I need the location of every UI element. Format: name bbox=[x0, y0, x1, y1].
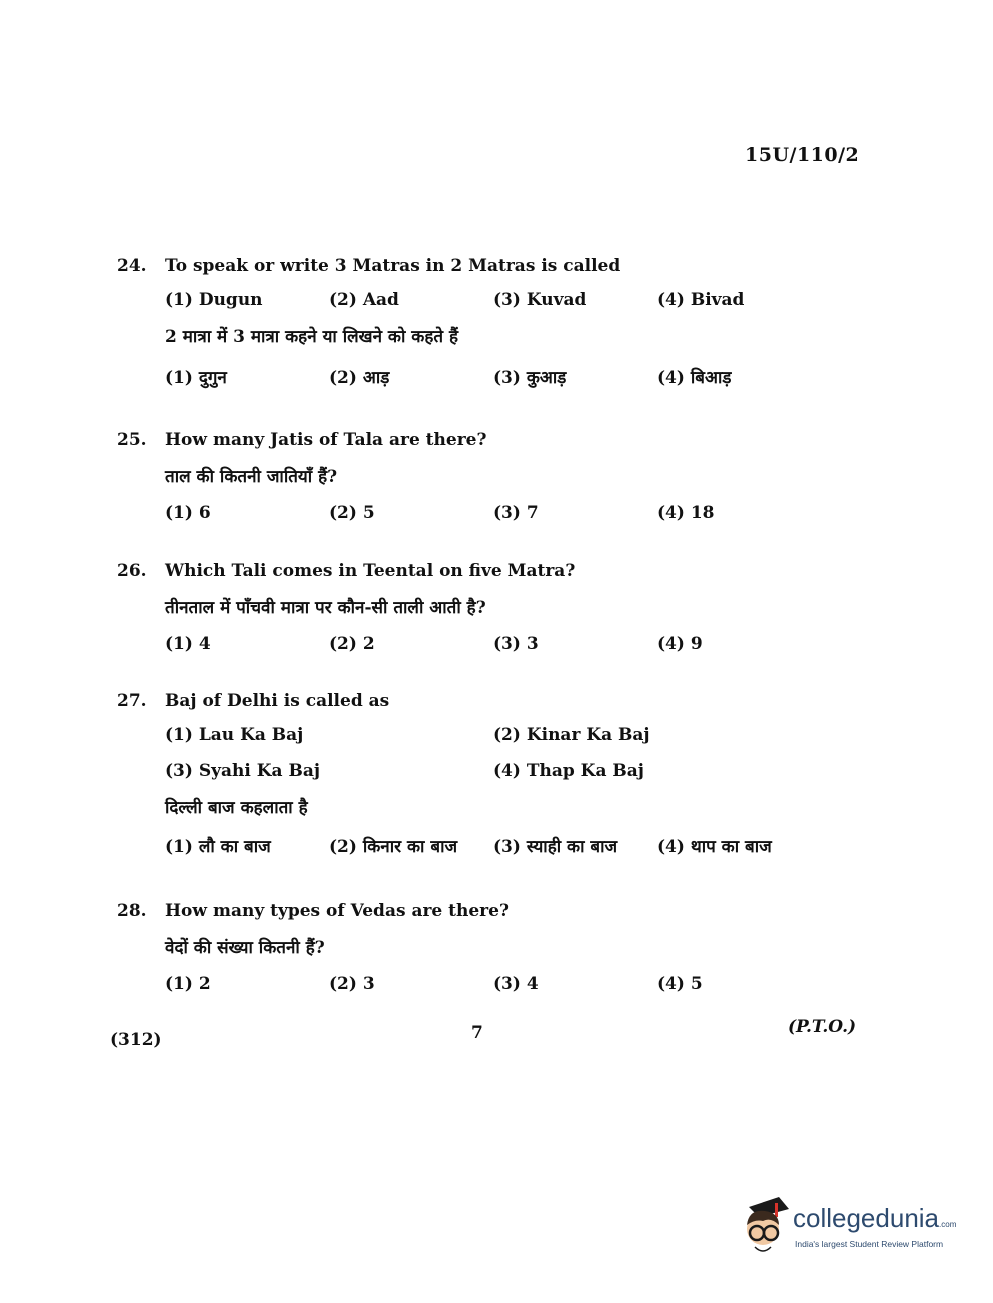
collegedunia-logo bbox=[735, 1195, 965, 1265]
question-24 bbox=[117, 256, 877, 388]
question-number: 28. bbox=[117, 901, 147, 921]
question-text-hindi: 2 मात्रा में 3 मात्रा कहने या लिखने को कहते हैं bbox=[165, 327, 459, 347]
question-text-hindi: वेदों की संख्या कितनी हैं? bbox=[165, 938, 325, 958]
option-2: (2) 5 bbox=[329, 503, 375, 523]
option-list bbox=[165, 974, 877, 994]
mascot-icon bbox=[735, 1195, 791, 1257]
option-list bbox=[165, 725, 877, 781]
option-3-hindi: (3) स्याही का बाज bbox=[493, 837, 618, 857]
option-1: (1) Dugun bbox=[165, 290, 263, 310]
question-text: How many types of Vedas are there? bbox=[165, 901, 509, 921]
option-list bbox=[165, 290, 877, 310]
question-text: Baj of Delhi is called as bbox=[165, 691, 390, 711]
logo-tagline: India's largest Student Review Platform bbox=[795, 1239, 944, 1249]
logo-name: collegedunia bbox=[793, 1203, 940, 1233]
option-4: (4) Bivad bbox=[657, 290, 745, 310]
option-2-hindi: (2) किनार का बाज bbox=[329, 837, 458, 857]
question-text-hindi: ताल की कितनी जातियाँ हैं? bbox=[165, 467, 338, 487]
option-2: (2) 2 bbox=[329, 634, 375, 654]
option-3-hindi: (3) कुआड़ bbox=[493, 368, 567, 388]
question-text-hindi: तीनताल में पाँचवी मात्रा पर कौन-सी ताली आती है? bbox=[165, 598, 486, 618]
option-list-hindi bbox=[165, 834, 877, 857]
question-number: 25. bbox=[117, 430, 147, 450]
option-4: (4) Thap Ka Baj bbox=[493, 761, 644, 781]
question-25 bbox=[117, 430, 877, 523]
option-list-hindi bbox=[165, 365, 877, 388]
option-2: (2) Aad bbox=[329, 290, 399, 310]
question-number: 27. bbox=[117, 691, 147, 711]
paper-series: (312) bbox=[110, 1030, 162, 1050]
page-number: 7 bbox=[471, 1023, 483, 1043]
option-list bbox=[165, 503, 877, 523]
option-2: (2) Kinar Ka Baj bbox=[493, 725, 650, 745]
question-text: How many Jatis of Tala are there? bbox=[165, 430, 487, 450]
option-list bbox=[165, 634, 877, 654]
option-1: (1) 6 bbox=[165, 503, 211, 523]
option-4: (4) 18 bbox=[657, 503, 715, 523]
question-text: Which Tali comes in Teental on five Matra? bbox=[165, 561, 576, 581]
question-26 bbox=[117, 561, 877, 654]
question-number: 26. bbox=[117, 561, 147, 581]
option-4-hindi: (4) बिआड़ bbox=[657, 368, 732, 388]
option-3: (3) 7 bbox=[493, 503, 539, 523]
option-2-hindi: (2) आड़ bbox=[329, 368, 390, 388]
paper-code: 15U/110/2 bbox=[745, 144, 860, 166]
option-2: (2) 3 bbox=[329, 974, 375, 994]
option-4: (4) 5 bbox=[657, 974, 703, 994]
option-4: (4) 9 bbox=[657, 634, 703, 654]
option-1-hindi: (1) दुगुन bbox=[165, 368, 227, 388]
option-3: (3) Syahi Ka Baj bbox=[165, 761, 320, 781]
option-3: (3) Kuvad bbox=[493, 290, 587, 310]
question-text: To speak or write 3 Matras in 2 Matras is called bbox=[165, 256, 621, 276]
option-4-hindi: (4) थाप का बाज bbox=[657, 837, 772, 857]
option-1: (1) 2 bbox=[165, 974, 211, 994]
option-1-hindi: (1) लौ का बाज bbox=[165, 837, 271, 857]
option-3: (3) 3 bbox=[493, 634, 539, 654]
pto-note: (P.T.O.) bbox=[788, 1017, 857, 1037]
option-1: (1) 4 bbox=[165, 634, 211, 654]
logo-suffix: .com bbox=[939, 1220, 957, 1229]
question-28 bbox=[117, 901, 877, 994]
option-3: (3) 4 bbox=[493, 974, 539, 994]
question-text-hindi: दिल्ली बाज कहलाता है bbox=[165, 798, 308, 818]
question-number: 24. bbox=[117, 256, 147, 276]
question-27 bbox=[117, 691, 877, 857]
option-1: (1) Lau Ka Baj bbox=[165, 725, 304, 745]
